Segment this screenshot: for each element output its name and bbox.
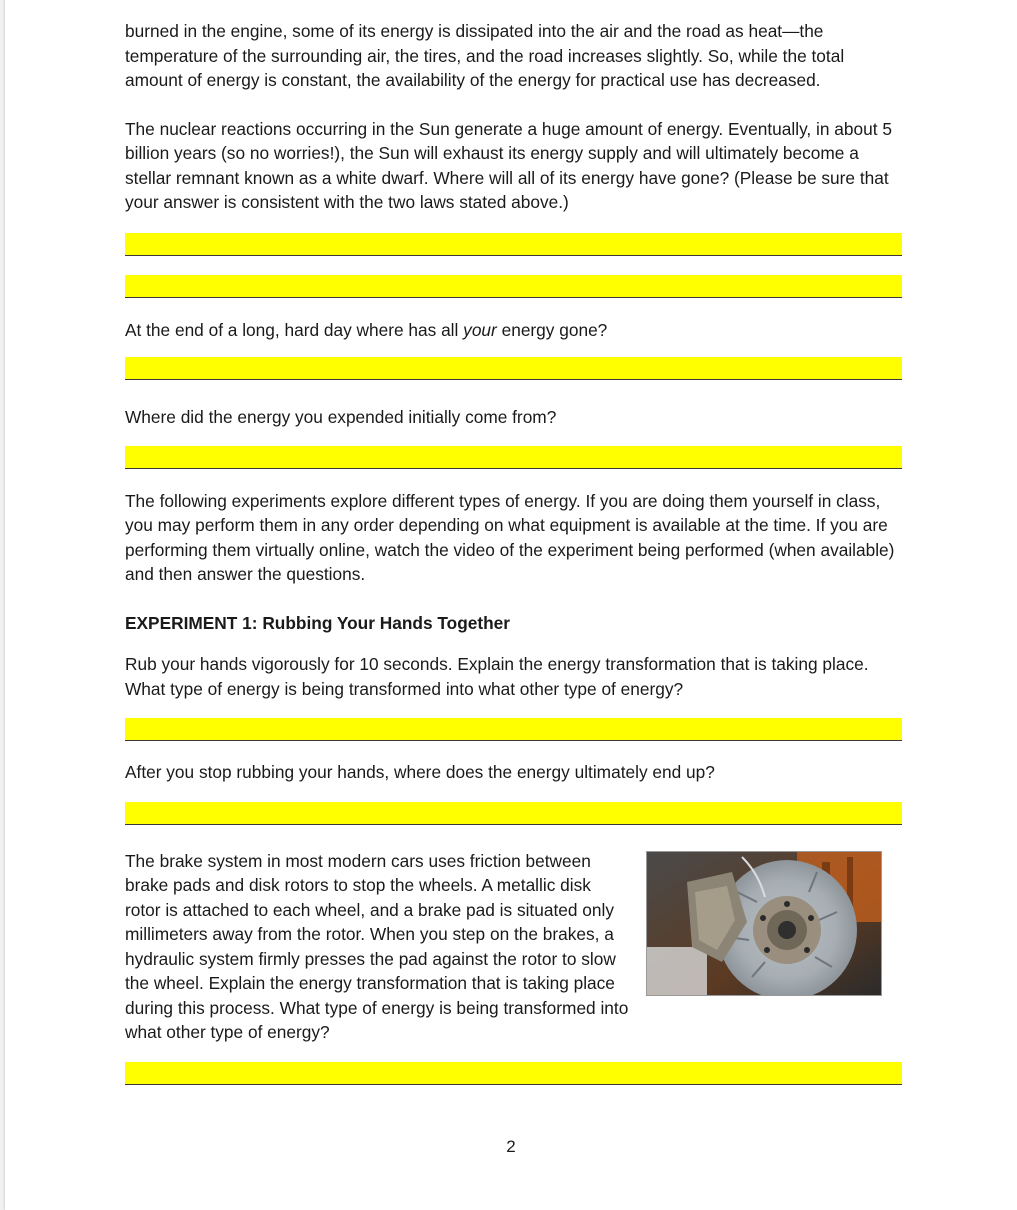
brake-disc-photo <box>646 851 882 996</box>
question-day-energy <box>125 318 902 343</box>
document-page <box>5 0 1017 1210</box>
question-energy-source: Where did the energy you expended initially come from? <box>125 407 557 427</box>
paragraph-sun-energy: The nuclear reactions occurring in the Sun generate a huge amount of energy. Eventually, in about 5 billion years (so no worries!), the Sun will exhaust its energy supply and will ultimately become a stellar remnant known as a white dwarf. Where will all of its energy have gone? (Please be sure that your answer is consistent with the two laws stated above.) <box>125 118 892 212</box>
experiment-1-heading: EXPERIMENT 1: Rubbing Your Hands Together <box>125 612 511 633</box>
page-number: 2 <box>506 1137 516 1156</box>
emphasis-text: your <box>463 319 497 340</box>
answer-line[interactable] <box>125 1062 902 1085</box>
answer-line[interactable] <box>125 275 902 298</box>
paragraph-experiments-intro: The following experiments explore different types of energy. If you are doing them yourself in class, you may perform them in any order depending on what equipment is available at the time. If you are performing them virtually online, watch the video of the experiment being performed (when available) and then answer the questions. <box>125 490 895 584</box>
answer-line[interactable] <box>125 802 902 825</box>
answer-line[interactable] <box>125 357 902 380</box>
answer-line[interactable] <box>125 446 902 469</box>
answer-line[interactable] <box>125 718 902 741</box>
page-content <box>125 19 902 1085</box>
question-energy-end: After you stop rubbing your hands, where does the energy ultimately end up? <box>125 762 715 782</box>
question-text: At the end of a long, hard day where has all <box>125 319 464 340</box>
question-rub-hands: Rub your hands vigorously for 10 seconds. Explain the energy transformation that is taking place. What type of energy is being transformed into what other type of energy? <box>125 654 869 699</box>
paragraph-engine-heat: burned in the engine, some of its energy is dissipated into the air and the road as heat—the temperature of the surrounding air, the tires, and the road increases slightly. So, while the total amount of energy is constant, the availability of the energy for practical use has decreased. <box>125 21 845 90</box>
answer-line[interactable] <box>125 233 902 256</box>
brake-section <box>125 849 902 1045</box>
question-text: energy gone? <box>496 319 608 340</box>
paragraph-brake-system: The brake system in most modern cars uses friction between brake pads and disk rotors to stop the wheels. A metallic disk rotor is attached to each wheel, and a brake pad is situated only millimeters away from the rotor. When you step on the brakes, a hydraulic system firmly presses the pad against the rotor to slow the wheel. Explain the energy transformation that is taking place during this process. What type of energy is being transformed into what other type of energy? <box>125 850 629 1042</box>
